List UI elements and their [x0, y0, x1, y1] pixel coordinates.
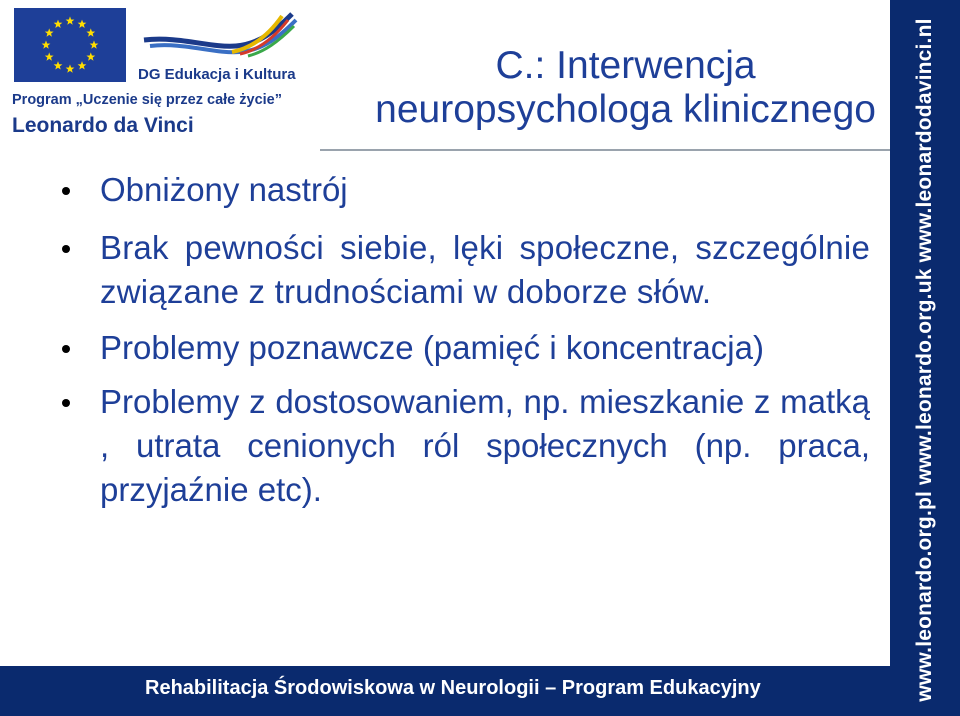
- eu-star-icon: [86, 52, 95, 60]
- swoosh-logo-icon: [140, 6, 300, 68]
- bullet-text: Brak pewności siebie, lęki społeczne, szczególnie związane z trudnościami w doborze słów.: [100, 229, 870, 310]
- eu-star-icon: [45, 52, 54, 60]
- program-logo: [0, 0, 320, 150]
- eu-star-icon: [66, 64, 75, 72]
- bullet-item: [56, 380, 870, 512]
- side-bar-websites: www.leonardo.org.pl www.leonardo.org.uk www.leonardodavinci.nl: [913, 18, 936, 702]
- eu-star-icon: [90, 40, 99, 48]
- eu-star-icon: [78, 20, 87, 28]
- eu-star-icon: [78, 61, 87, 69]
- bullet-item: [56, 326, 870, 370]
- eu-star-icon: [54, 61, 63, 69]
- bullet-text: Problemy z dostosowaniem, np. mieszkanie z matką , utrata cenionych ról społecznych (np. praca, przyjaźnie etc).: [100, 383, 870, 508]
- bullet-dot-icon: [62, 345, 70, 353]
- bullet-item: [56, 226, 870, 314]
- eu-flag-icon: [14, 8, 126, 82]
- bullet-text: Obniżony nastrój: [100, 171, 348, 208]
- eu-star-icon: [42, 40, 51, 48]
- eu-star-icon: [66, 16, 75, 24]
- slide-title: [375, 44, 876, 132]
- bullet-text: Problemy poznawcze (pamięć i koncentracja): [100, 329, 764, 366]
- bullet-dot-icon: [62, 245, 70, 253]
- bullet-list: [56, 168, 870, 512]
- bullet-item: [56, 168, 870, 212]
- bullet-dot-icon: [62, 399, 70, 407]
- eu-star-icon: [54, 20, 63, 28]
- title-divider: [320, 149, 890, 151]
- bullet-dot-icon: [62, 187, 70, 195]
- eu-star-icon: [45, 28, 54, 36]
- leonardo-label: Leonardo da Vinci: [12, 114, 194, 137]
- dg-label: DG Edukacja i Kultura: [138, 66, 296, 83]
- slide-title-line-2: neuropsychologa klinicznego: [375, 88, 876, 131]
- program-label: Program „Uczenie się przez całe życie”: [12, 92, 282, 108]
- slide-title-line-1: C.: Interwencja: [495, 44, 756, 87]
- footer-text: Rehabilitacja Środowiskowa w Neurologii – Program Edukacyjny: [145, 677, 761, 699]
- eu-star-icon: [86, 28, 95, 36]
